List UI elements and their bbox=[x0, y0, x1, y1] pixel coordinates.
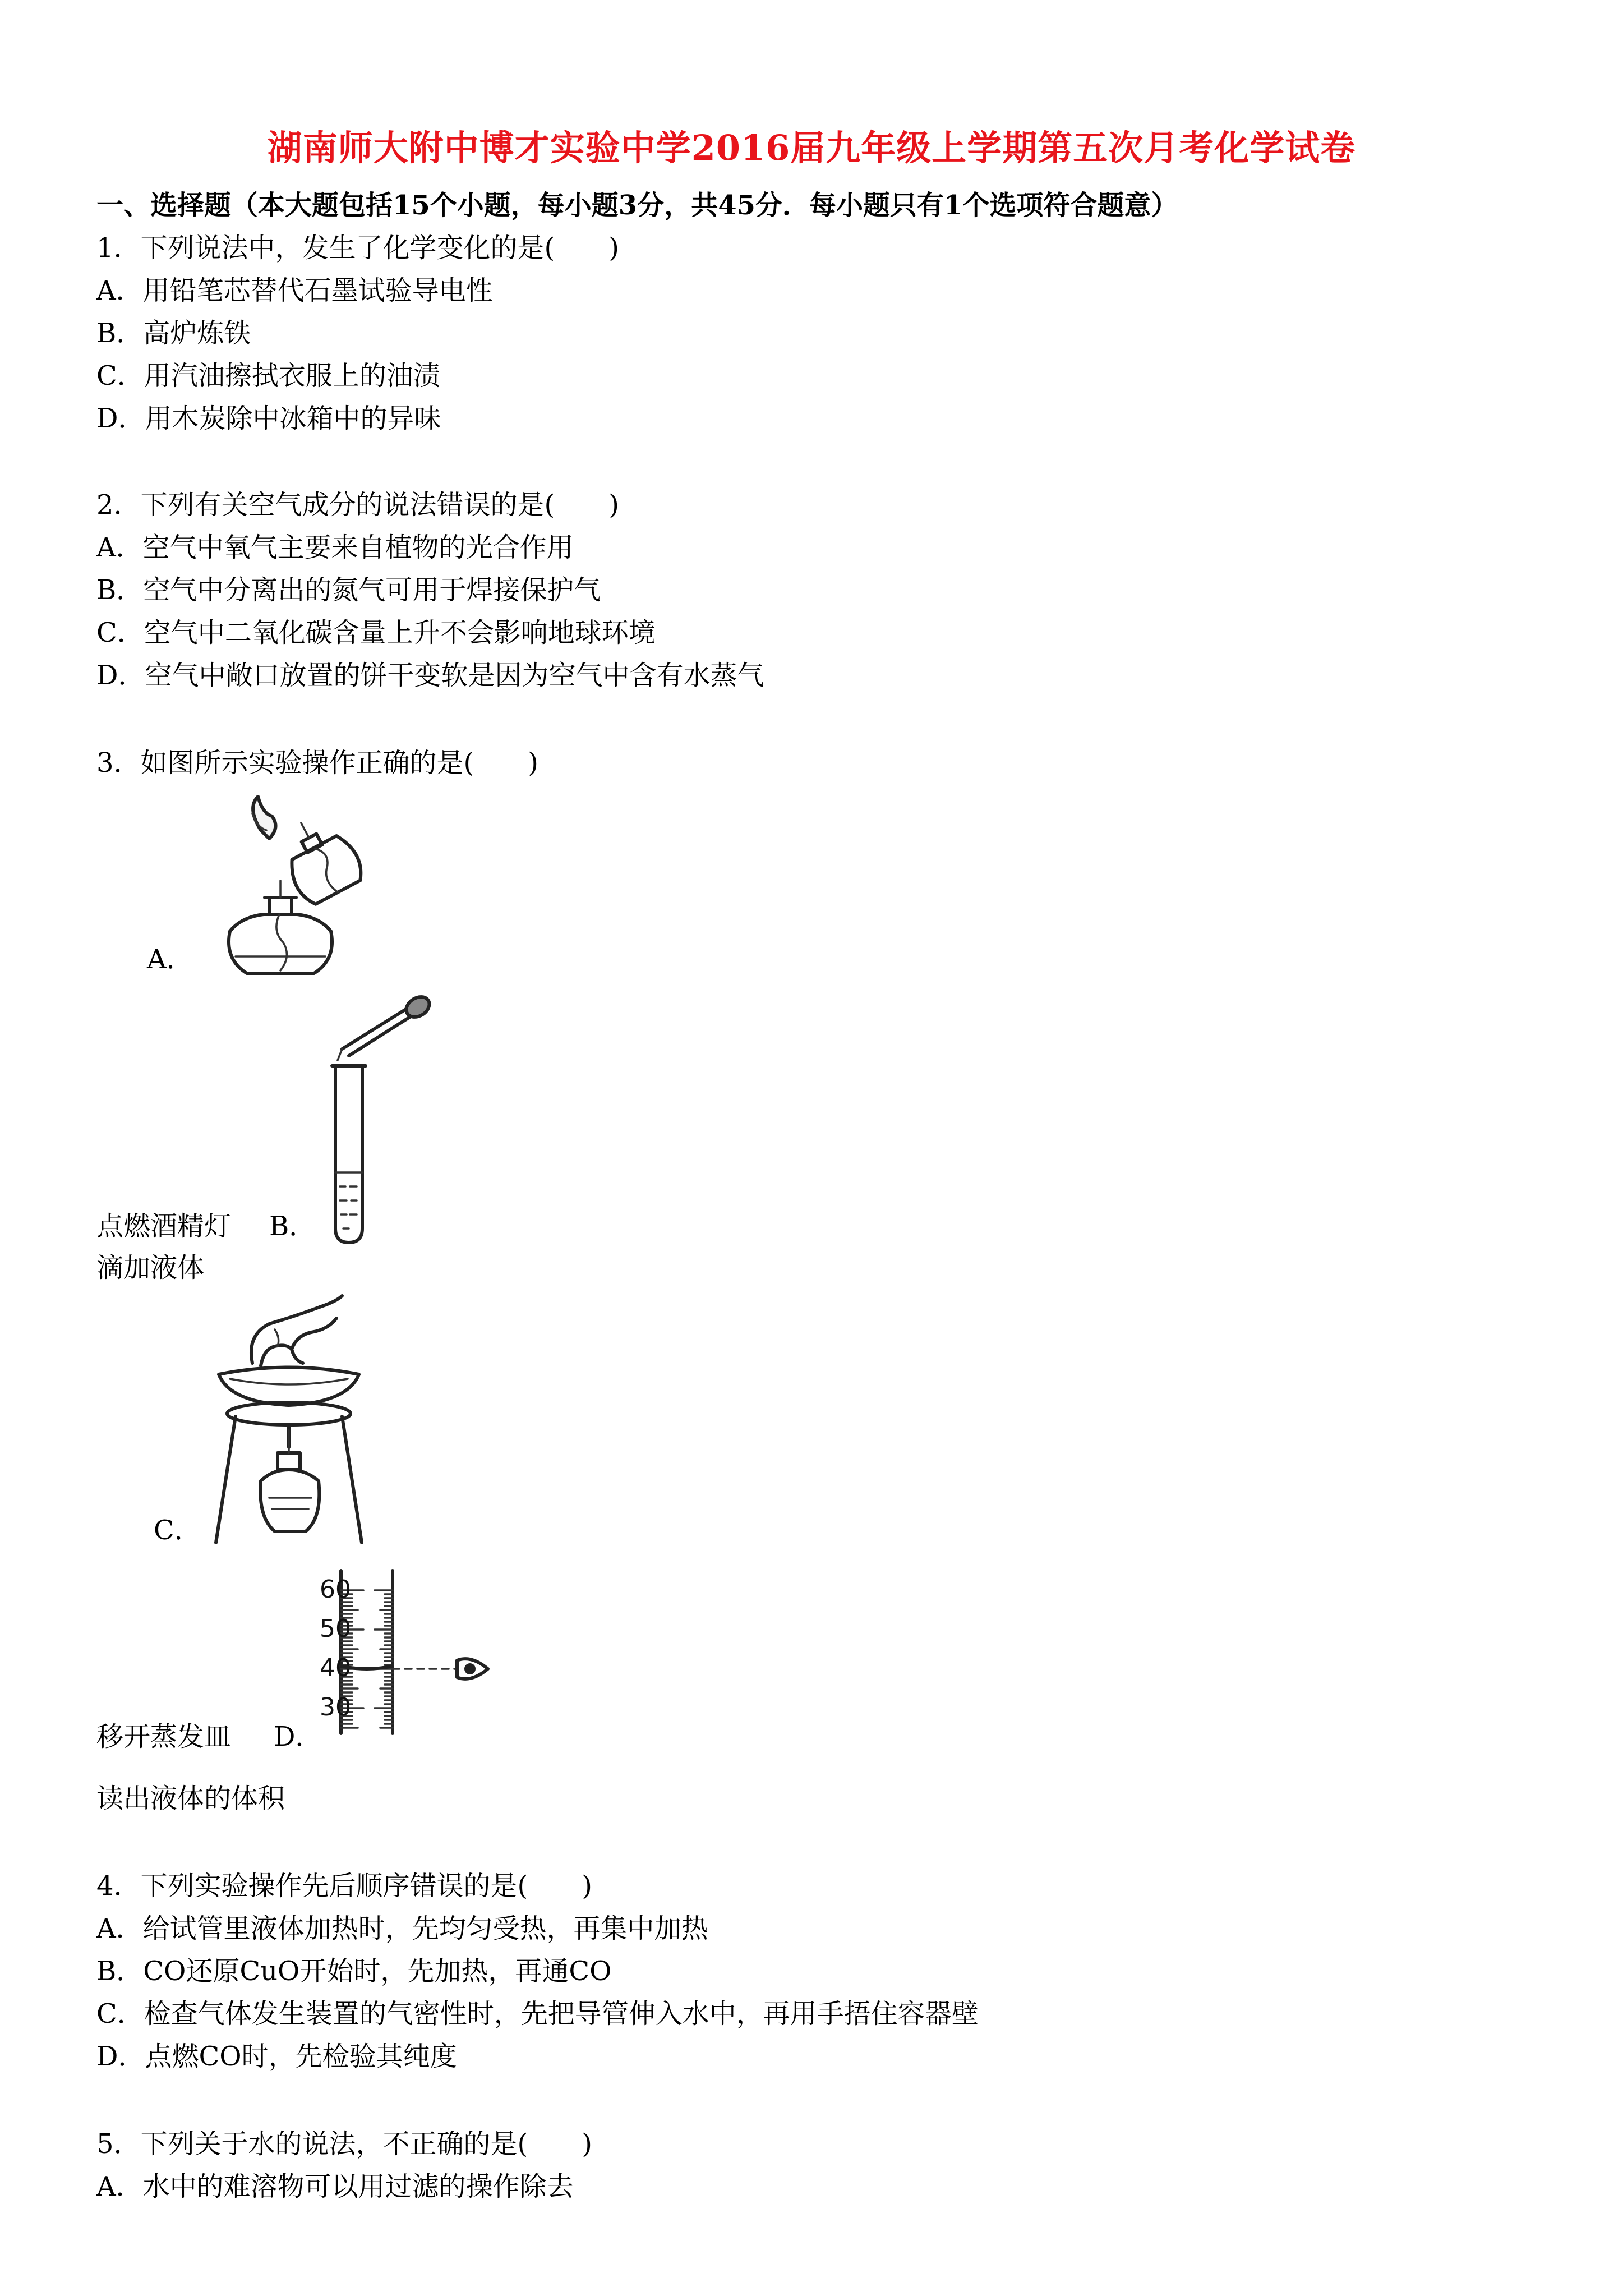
q4-option-a: A．给试管里液体加热时，先均匀受热，再集中加热 bbox=[96, 1913, 708, 1944]
cylinder-scale-50: 50 bbox=[320, 1614, 351, 1643]
q2-option-a: A．空气中氧气主要来自植物的光合作用 bbox=[96, 532, 574, 563]
q5-stem: 5．下列关于水的说法，不正确的是( ) bbox=[96, 2128, 592, 2160]
q2-option-c: C．空气中二氧化碳含量上升不会影响地球环境 bbox=[96, 617, 656, 648]
q4-option-c: C．检查气体发生装置的气密性时，先把导管伸入水中，再用手捂住容器壁 bbox=[96, 1998, 979, 2030]
q2-stem: 2．下列有关空气成分的说法错误的是( ) bbox=[96, 489, 619, 521]
q3-option-c-letter: C． bbox=[154, 1515, 201, 1546]
q1-stem: 1．下列说法中，发生了化学变化的是( ) bbox=[96, 232, 619, 264]
q1-option-d: D．用木炭除中冰箱中的异味 bbox=[96, 403, 441, 434]
q2-option-d: D．空气中敞口放置的饼干变软是因为空气中含有水蒸气 bbox=[96, 660, 764, 691]
q3-option-b-caption: 滴加液体 bbox=[96, 1252, 205, 1283]
cylinder-scale-40: 40 bbox=[320, 1654, 351, 1682]
dropper-test-tube-figure bbox=[325, 993, 437, 1245]
cylinder-scale-30: 30 bbox=[320, 1693, 351, 1722]
section-heading: 一、选择题（本大题包括15个小题，每小题3分，共45分．每小题只有1个选项符合题意） bbox=[96, 190, 1178, 221]
cylinder-scale-60: 60 bbox=[320, 1575, 351, 1604]
alcohol-lamp-figure bbox=[213, 797, 381, 982]
q1-option-a: A．用铅笔芯替代石墨试验导电性 bbox=[96, 275, 493, 306]
q4-stem: 4．下列实验操作先后顺序错误的是( ) bbox=[96, 1870, 592, 1902]
q3-option-a-letter: A． bbox=[147, 944, 193, 975]
q3-option-b-letter: B． bbox=[269, 1211, 316, 1242]
q4-option-b: B．CO还原CuO开始时，先加热，再通CO bbox=[96, 1955, 612, 1987]
page-title: 湖南师大附中博才实验中学2016届九年级上学期第五次月考化学试卷 bbox=[267, 127, 1356, 168]
q3-option-d-caption: 读出液体的体积 bbox=[96, 1783, 285, 1814]
q3-option-a-caption: 点燃酒精灯 bbox=[96, 1211, 232, 1242]
q2-option-b: B．空气中分离出的氮气可用于焊接保护气 bbox=[96, 574, 601, 606]
q1-option-b: B．高炉炼铁 bbox=[96, 318, 251, 349]
q5-option-a: A．水中的难溶物可以用过滤的操作除去 bbox=[96, 2171, 574, 2202]
evaporating-dish-figure bbox=[208, 1296, 370, 1548]
q4-option-d: D．点燃CO时，先检验其纯度 bbox=[96, 2041, 457, 2072]
q3-stem: 3．如图所示实验操作正确的是( ) bbox=[96, 747, 538, 779]
q1-option-c: C．用汽油擦拭衣服上的油渍 bbox=[96, 360, 440, 392]
graduated-cylinder-figure bbox=[320, 1571, 499, 1739]
q3-option-d-letter: D． bbox=[274, 1721, 322, 1752]
q3-option-c-caption: 移开蒸发皿 bbox=[96, 1721, 232, 1752]
